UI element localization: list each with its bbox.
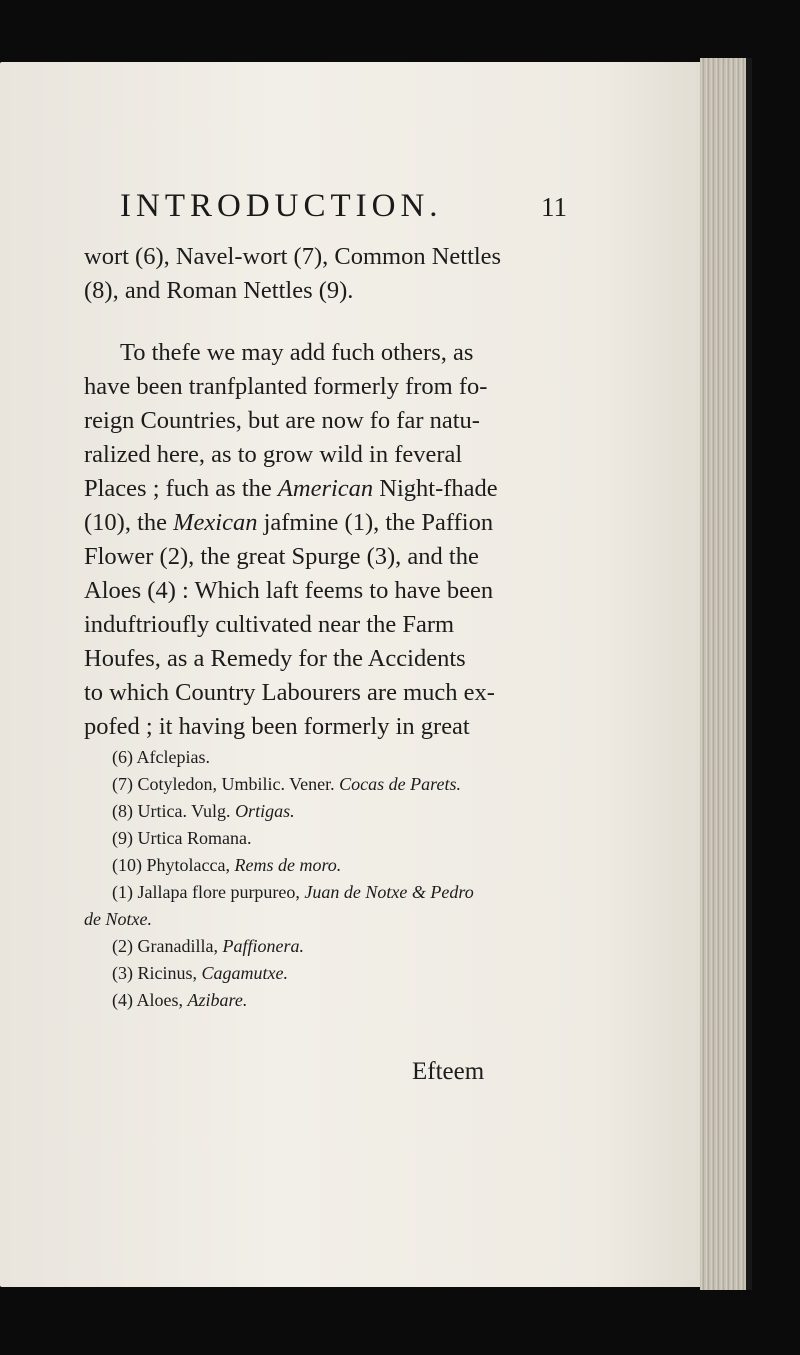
footnote-continuation: de Notxe. [84,909,152,929]
footnote: (10) Phytolacca, Rems de moro. [112,855,342,875]
catchword: Efteem [412,1058,485,1085]
text-line: to which Country Labourers are much ex- [84,679,495,706]
text-line: pofed ; it having been formerly in great [84,713,470,740]
running-head [120,188,700,228]
footnote: (7) Cotyledon, Umbilic. Vener. Cocas de Parets. [112,774,461,794]
footnote: (1) Jallapa flore purpureo, Juan de Notxe & Pedro [112,882,474,902]
text-line: induftrioufly cultivated near the Farm [84,611,455,638]
body-text [84,240,512,744]
text-line: To thefe we may add fuch others, as [120,339,474,366]
footnote: (2) Granadilla, Paffionera. [112,936,304,956]
footnote: (6) Afclepias. [112,747,210,767]
footnote: (9) Urtica Romana. [112,828,252,848]
text-line: wort (6), Navel-wort (7), Common Nettles [84,243,502,270]
footnote: (4) Aloes, Azibare. [112,990,248,1010]
footnotes [84,744,504,1014]
page-number: 11 [541,192,567,222]
text-line: reign Countries, but are now fo far natu- [84,407,480,434]
text-line: Places ; fuch as the American Night-fhade [84,475,498,502]
footnote: (8) Urtica. Vulg. Ortigas. [112,801,295,821]
text-line: Aloes (4) : Which laft feems to have been [84,577,494,604]
text-line: (8), and Roman Nettles (9). [84,277,354,304]
running-head-title: INTRODUCTION. [120,188,443,224]
text-line: Houfes, as a Remedy for the Accidents [84,645,466,672]
footnote: (3) Ricinus, Cagamutxe. [112,963,288,983]
text-line: (10), the Mexican jafmine (1), the Paffion [84,509,494,536]
text-line: have been tranfplanted formerly from fo- [84,373,488,400]
text-line: Flower (2), the great Spurge (3), and the [84,543,479,570]
page-edges [700,58,748,1290]
text-line: ralized here, as to grow wild in feveral [84,441,463,468]
